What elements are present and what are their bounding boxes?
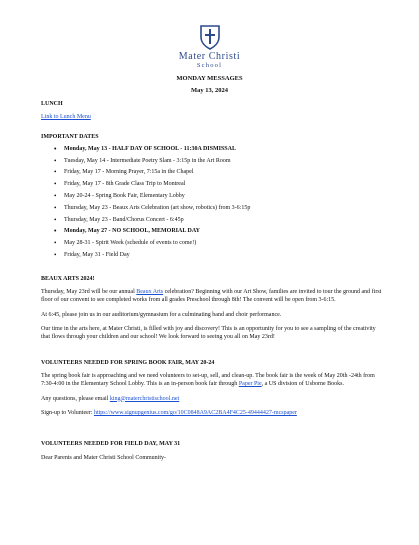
date-list-item: • Tuesday, May 14 - Intermediate Poetry Slam - 3:15p in the Art Room	[64, 157, 386, 169]
date-list-item: • Monday, May 13 - HALF DAY OF SCHOOL - 11:30A DISMISSAL	[64, 145, 386, 157]
signup-link[interactable]: https://www.signupgenius.com/go/10C0848A9AC2BA4F4C25-49444427-mcspaper	[93, 409, 297, 416]
important-dates-heading: IMPORTANT DATES	[41, 133, 99, 140]
date-list-item: • Monday, May 27 - NO SCHOOL, MEMORIAL DAY	[64, 227, 386, 239]
crest-icon	[199, 24, 221, 50]
book-fair-email-link[interactable]: king@materchristischool.net	[109, 395, 180, 402]
field-day-heading: VOLUNTEERS NEEDED FOR FIELD DAY, MAY 31	[41, 441, 181, 448]
date-list-item: • Thursday, May 23 - Beaux Arts Celebration (art show, robotics) from 3-6:15p	[64, 204, 386, 216]
book-fair-email-label: Any questions, please email	[41, 395, 110, 402]
newsletter-date: May 13, 2024	[190, 87, 228, 94]
beaux-arts-link[interactable]: Beaux Arts	[136, 289, 164, 296]
beaux-arts-paragraph-3: Our time in the arts here, at Mater Christi, is filled with joy and discovery! This is an opportunity for you to see a sampling of the creativity that flows through your children and our school! We look forward to seeing you all on May 23rd!	[41, 326, 376, 341]
important-dates-list	[41, 145, 386, 263]
date-list-item: • Friday, May 17 - Morning Prayer, 7:15a in the Chapel	[64, 168, 386, 180]
beaux-arts-paragraph-2: At 6:45, please join us in our auditorium/gymnasium for a culminating band and choir performance.	[41, 311, 282, 318]
beaux-arts-heading: BEAUX ARTS 2024!	[41, 275, 95, 282]
book-fair-paragraph-2	[41, 395, 386, 403]
school-subtitle: School	[196, 62, 223, 69]
date-list-item: • Friday, May 31 - Field Day	[64, 251, 386, 263]
paper-pie-link[interactable]: Paper Pie	[238, 381, 262, 388]
book-fair-heading: VOLUNTEERS NEEDED FOR SPRING BOOK FAIR, MAY 20-24	[41, 359, 215, 366]
book-fair-text: The spring book fair is approaching and we need volunteers to set-up, sell, and clean-up. The book fair is the week of May 20th -24th from 7:30-4:00 in the Elementary School Lobby. This is an in-person book fair through	[41, 372, 375, 388]
date-list-item: • Thursday, May 23 - Band/Chorus Concert - 6:45p	[64, 216, 386, 228]
beaux-arts-paragraph-1	[41, 288, 386, 305]
newsletter-body	[41, 100, 386, 463]
date-list-item: • May 28-31 - Spirit Week (schedule of events to come!)	[64, 239, 386, 251]
date-list-item: • May 20-24 - Spring Book Fair, Elementary Lobby	[64, 192, 386, 204]
lunch-heading: LUNCH	[41, 101, 63, 107]
beaux-arts-text-cont: celebration? Beginning with our Art Show, families are invited to tour the ground and first floor of our convent to see completed works from all grades Preschool through 8th! The convent will be open from 3-6:15.	[41, 289, 382, 304]
date-list-item: • Friday, May 17 - 8th Grade Class Trip to Montreal	[64, 180, 386, 192]
school-name: Mater Christi	[178, 51, 241, 62]
book-fair-text-cont: , a US division of Usborne Books.	[261, 381, 344, 388]
beaux-arts-text: Thursday, May 23rd will be our annual	[41, 289, 137, 296]
field-day-paragraph-1: Dear Parents and Mater Christi School Community-	[41, 455, 166, 462]
book-fair-paragraph-3	[41, 409, 386, 417]
school-logo	[0, 24, 419, 70]
book-fair-paragraph-1	[41, 372, 386, 389]
newsletter-title: MONDAY MESSAGES	[176, 75, 243, 82]
signup-label: Sign-up to Volunteer:	[41, 409, 94, 416]
lunch-menu-link[interactable]: Link to Lunch Menu	[41, 114, 91, 121]
